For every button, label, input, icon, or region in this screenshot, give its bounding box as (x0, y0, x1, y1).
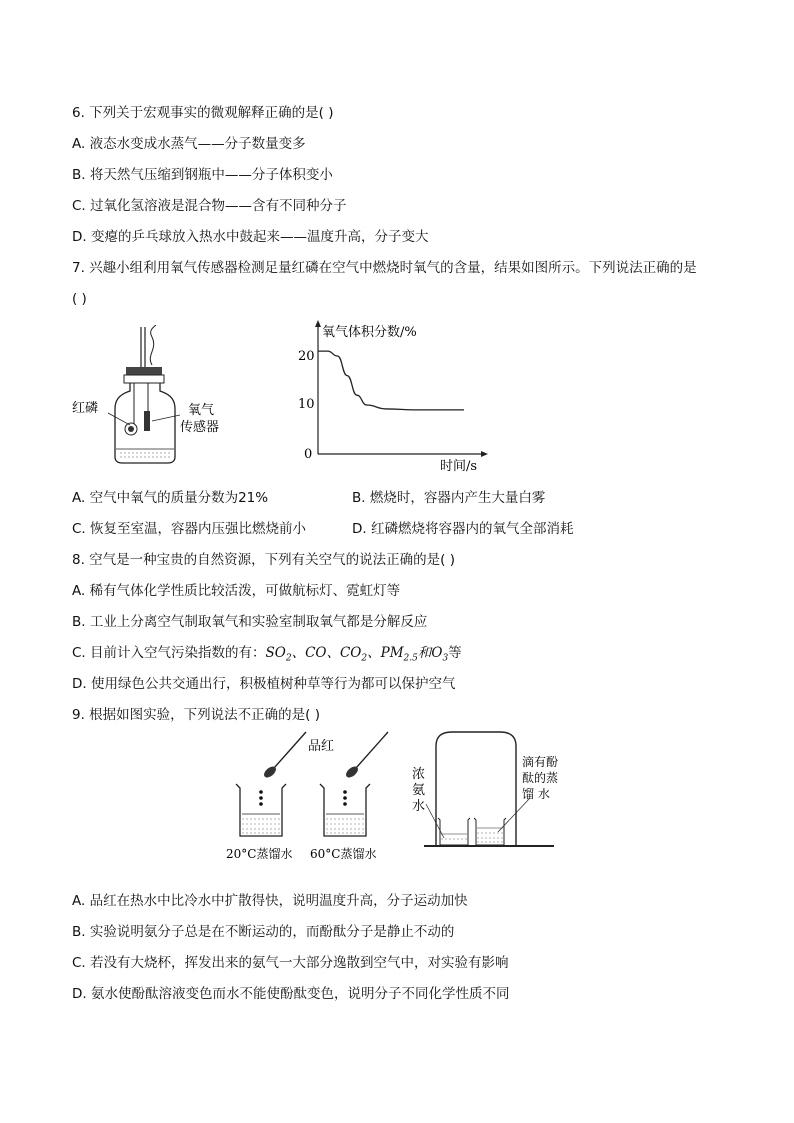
x-axis-arrow (481, 451, 488, 457)
q8-option-c (72, 644, 462, 668)
y-tick-20: 20 (298, 349, 315, 364)
diffusion-beakers-figure (222, 726, 392, 866)
q7-option-b: B. 燃烧时，容器内产生大量白雾 (352, 490, 546, 506)
q9-stem: 9. 根据如图实验，下列说法不正确的是( ) (72, 707, 320, 723)
q7-stem: 7. 兴趣小组利用氧气传感器检测足量红磷在空气中燃烧时氧气的含量，结果如图所示。下列说法正确的是 (72, 260, 697, 276)
oxygen-fraction-chart (288, 318, 498, 478)
q9-option-a: A. 品红在热水中比冷水中扩散得快，说明温度升高，分子运动加快 (72, 893, 468, 909)
sensor-label-line1: 氧气 (188, 403, 215, 418)
ammonia-label-3: 水 (412, 799, 426, 814)
q8-option-b: B. 工业上分离空气制取氧气和实验室制取氧气都是分解反应 (72, 614, 428, 630)
q6-option-c: C. 过氧化氢溶液是混合物——含有不同种分子 (72, 198, 347, 214)
pinhong-label: 品红 (308, 739, 335, 754)
pollutant-formulas: $SO_2$、CO、$CO_2$、$PM_{2.5}$和$O_3$ (265, 645, 449, 664)
y-tick-10: 10 (298, 397, 315, 412)
q8-stem: 8. 空气是一种宝贵的自然资源，下列有关空气的说法正确的是( ) (72, 552, 455, 568)
ammonia-bell-jar-figure (410, 726, 570, 856)
phenolphthalein-label-2: 酞的蒸 (522, 771, 559, 785)
q6-option-b: B. 将天然气压缩到钢瓶中——分子体积变小 (72, 167, 333, 183)
q6-option-a: A. 液态水变成水蒸气——分子数量变多 (72, 136, 306, 152)
q8-option-c-text: C. 目前计入空气污染指数的有： (72, 645, 266, 661)
beaker2-label: 60°C蒸馏水 (310, 847, 377, 861)
combustion-apparatus-figure (68, 325, 238, 470)
q6-option-d: D. 变瘪的乒乓球放入热水中鼓起来——温度升高，分子变大 (72, 229, 429, 245)
q7-option-d: D. 红磷燃烧将容器内的氧气全部消耗 (352, 521, 574, 537)
q9-option-b: B. 实验说明氨分子总是在不断运动的，而酚酞分子是静止不动的 (72, 924, 455, 940)
phenolphthalein-label-3: 馏 水 (522, 787, 550, 801)
red-phosphorus-label: 红磷 (72, 401, 99, 416)
q8-option-d: D. 使用绿色公共交通出行，积极植树种草等行为都可以保护空气 (72, 676, 456, 692)
y-axis-arrow (315, 320, 321, 327)
q8-option-a: A. 稀有气体化学性质比较活泼，可做航标灯、霓虹灯等 (72, 583, 401, 599)
x-axis-label: 时间/s (440, 459, 478, 474)
y-tick-0: 0 (304, 447, 313, 462)
q7-option-c: C. 恢复至室温，容器内压强比燃烧前小 (72, 521, 307, 537)
ammonia-label-2: 氨 (412, 783, 426, 798)
oxygen-curve (318, 351, 464, 410)
q8-option-c-suffix: 等 (448, 645, 462, 661)
q9-option-c: C. 若没有大烧杯，挥发出来的氨气一大部分逸散到空气中，对实验有影响 (72, 955, 509, 971)
q6-stem: 6. 下列关于宏观事实的微观解释正确的是( ) (72, 105, 334, 121)
phenolphthalein-label-1: 滴有酚 (522, 755, 559, 769)
sensor-label-line2: 传感器 (180, 420, 220, 435)
ammonia-label-1: 浓 (412, 767, 426, 782)
beaker1-label: 20°C蒸馏水 (226, 847, 293, 861)
y-axis-label: 氧气体积分数/% (322, 325, 417, 340)
q7-stem-cont: ( ) (72, 291, 87, 307)
q9-option-d: D. 氨水使酚酞溶液变色而水不能使酚酞变色，说明分子不同化学性质不同 (72, 986, 510, 1002)
q7-option-a: A. 空气中氧气的质量分数为21% (72, 490, 269, 506)
